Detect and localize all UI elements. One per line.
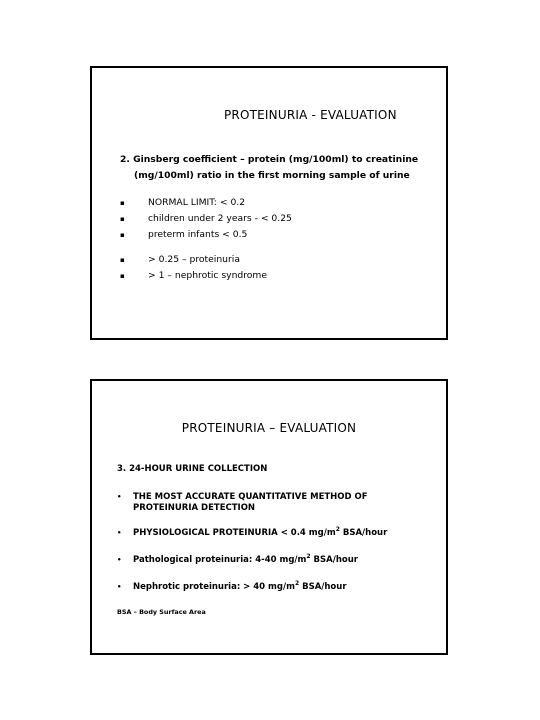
bullet-icon: • [117,556,122,564]
slide-title: PROTEINURIA - EVALUATION [224,108,397,122]
footnote: BSA – Body Surface Area [117,608,206,616]
square-bullet-icon: ▪ [120,272,125,280]
bullet-icon: • [117,583,122,591]
list-item: • Nephrotic proteinuria: > 40 $mg/m^2$ BSA/hour [117,580,347,592]
section-subtitle: 3. 24-HOUR URINE COLLECTION [117,464,268,474]
list-item: ▪ NORMAL LIMIT: < 0.2 [120,195,292,211]
list-item: • PHYSIOLOGICAL PROTEINURIA < 0.4 $mg/m^2$ BSA/hour [117,526,388,538]
list-item: ▪ > 0.25 – proteinuria [120,252,267,268]
paragraph-line-2: (mg/100ml) ratio in the first morning sample of urine [134,170,410,181]
square-bullet-icon: ▪ [120,231,125,239]
square-bullet-icon: ▪ [120,215,125,223]
square-bullet-icon: ▪ [120,256,125,264]
list-item: • THE MOST ACCURATE QUANTITATIVE METHOD OF PROTEINURIA DETECTION [117,492,368,513]
list-item: ▪ preterm infants < 0.5 [120,227,292,243]
square-bullet-icon: ▪ [120,199,125,207]
paragraph-line-1: 2. Ginsberg coefficient – protein (mg/100ml) to creatinine [120,154,419,165]
bullet-icon: • [117,529,122,537]
list-item: • Pathological proteinuria: 4-40 $mg/m^2$ BSA/hour [117,553,358,565]
threshold-list [120,252,267,284]
bullet-icon: • [117,493,122,501]
slide-proteinuria-24h [90,379,448,655]
list-item: ▪ children under 2 years - < 0.25 [120,211,292,227]
normal-limit-list [120,195,292,243]
slide-proteinuria-ginsberg [90,66,448,340]
list-item: ▪ > 1 – nephrotic syndrome [120,268,267,284]
slide-title: PROTEINURIA – EVALUATION [181,421,357,435]
ginsberg-paragraph [120,152,440,184]
